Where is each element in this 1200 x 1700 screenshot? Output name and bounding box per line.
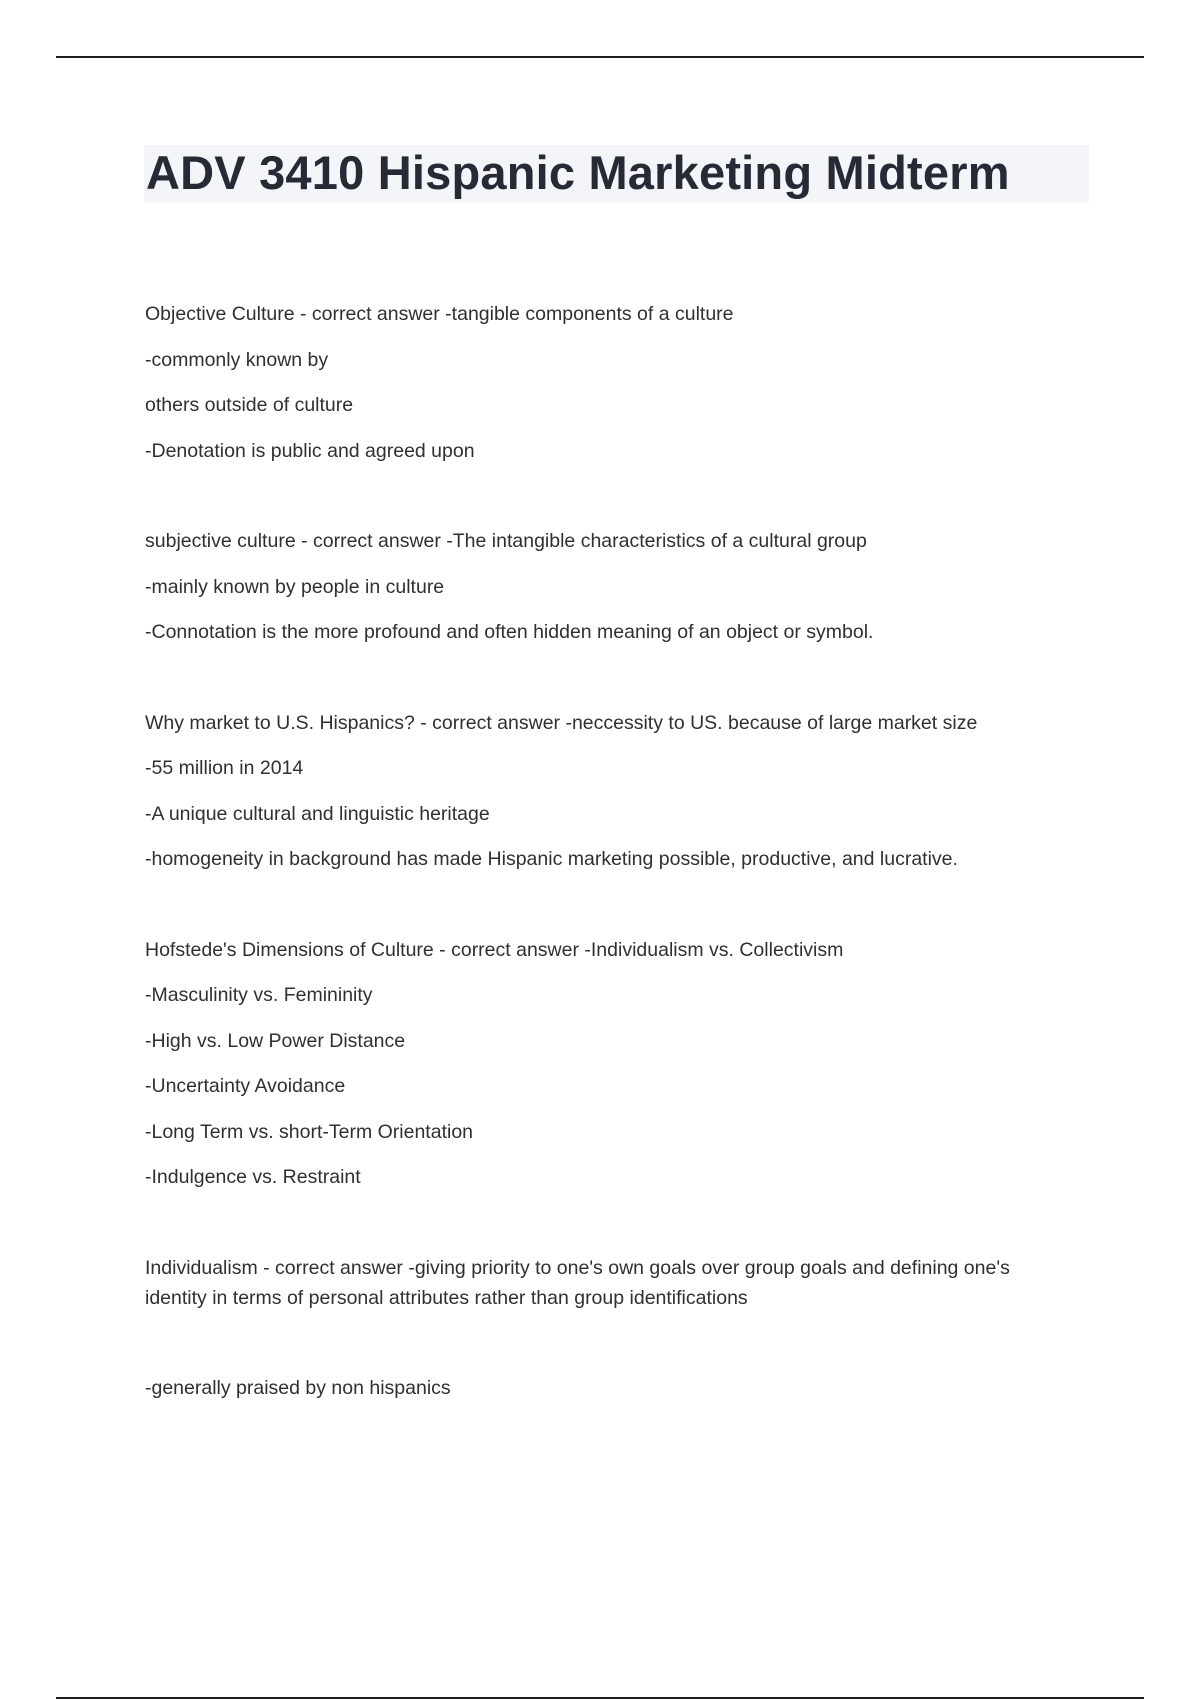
entry-line: -commonly known by <box>145 348 329 371</box>
qa-entry-objective-culture <box>145 292 1065 474</box>
qa-entry-subjective-culture <box>145 519 1065 656</box>
entry-line: Objective Culture - correct answer -tangible components of a culture <box>145 303 734 325</box>
entry-line: Why market to U.S. Hispanics? - correct answer -neccessity to US. because of large market size <box>145 711 978 734</box>
entry-line: -mainly known by people in culture <box>145 575 445 598</box>
entry-line: -generally praised by non hispanics <box>145 1376 451 1399</box>
entry-line: others outside of culture <box>145 394 354 416</box>
entry-line: -55 million in 2014 <box>145 757 304 779</box>
entry-line: -Uncertainty Avoidance <box>145 1075 346 1097</box>
document-title: ADV 3410 Hispanic Marketing Midterm <box>146 146 1010 199</box>
entry-line: -A unique cultural and linguistic heritage <box>145 802 490 825</box>
qa-entry-individualism <box>145 1246 1065 1412</box>
entry-line: -Long Term vs. short-Term Orientation <box>145 1120 474 1143</box>
entry-line: subjective culture - correct answer -The intangible characteristics of a cultural group <box>145 530 867 552</box>
entry-line: Hofstede's Dimensions of Culture - correct answer -Individualism vs. Collectivism <box>145 938 844 961</box>
qa-entry-why-market <box>145 701 1065 883</box>
entry-line: -Connotation is the more profound and often hidden meaning of an object or symbol. <box>145 621 874 643</box>
bottom-rule <box>56 1697 1144 1699</box>
entry-line: -Masculinity vs. Femininity <box>145 984 373 1006</box>
qa-entry-hofstede <box>145 928 1065 1201</box>
entry-line: -High vs. Low Power Distance <box>145 1029 406 1052</box>
entry-line: -Denotation is public and agreed upon <box>145 439 475 462</box>
top-rule <box>56 56 1144 58</box>
document-body <box>145 292 1065 1456</box>
entry-line: -homogeneity in background has made Hispanic marketing possible, productive, and lucrative. <box>145 848 958 870</box>
entry-line: Individualism - correct answer -giving priority to one's own goals over group goals and defining one's identity in terms of personal attributes rather than group identifications <box>145 1256 1010 1309</box>
entry-line: -Indulgence vs. Restraint <box>145 1166 361 1188</box>
